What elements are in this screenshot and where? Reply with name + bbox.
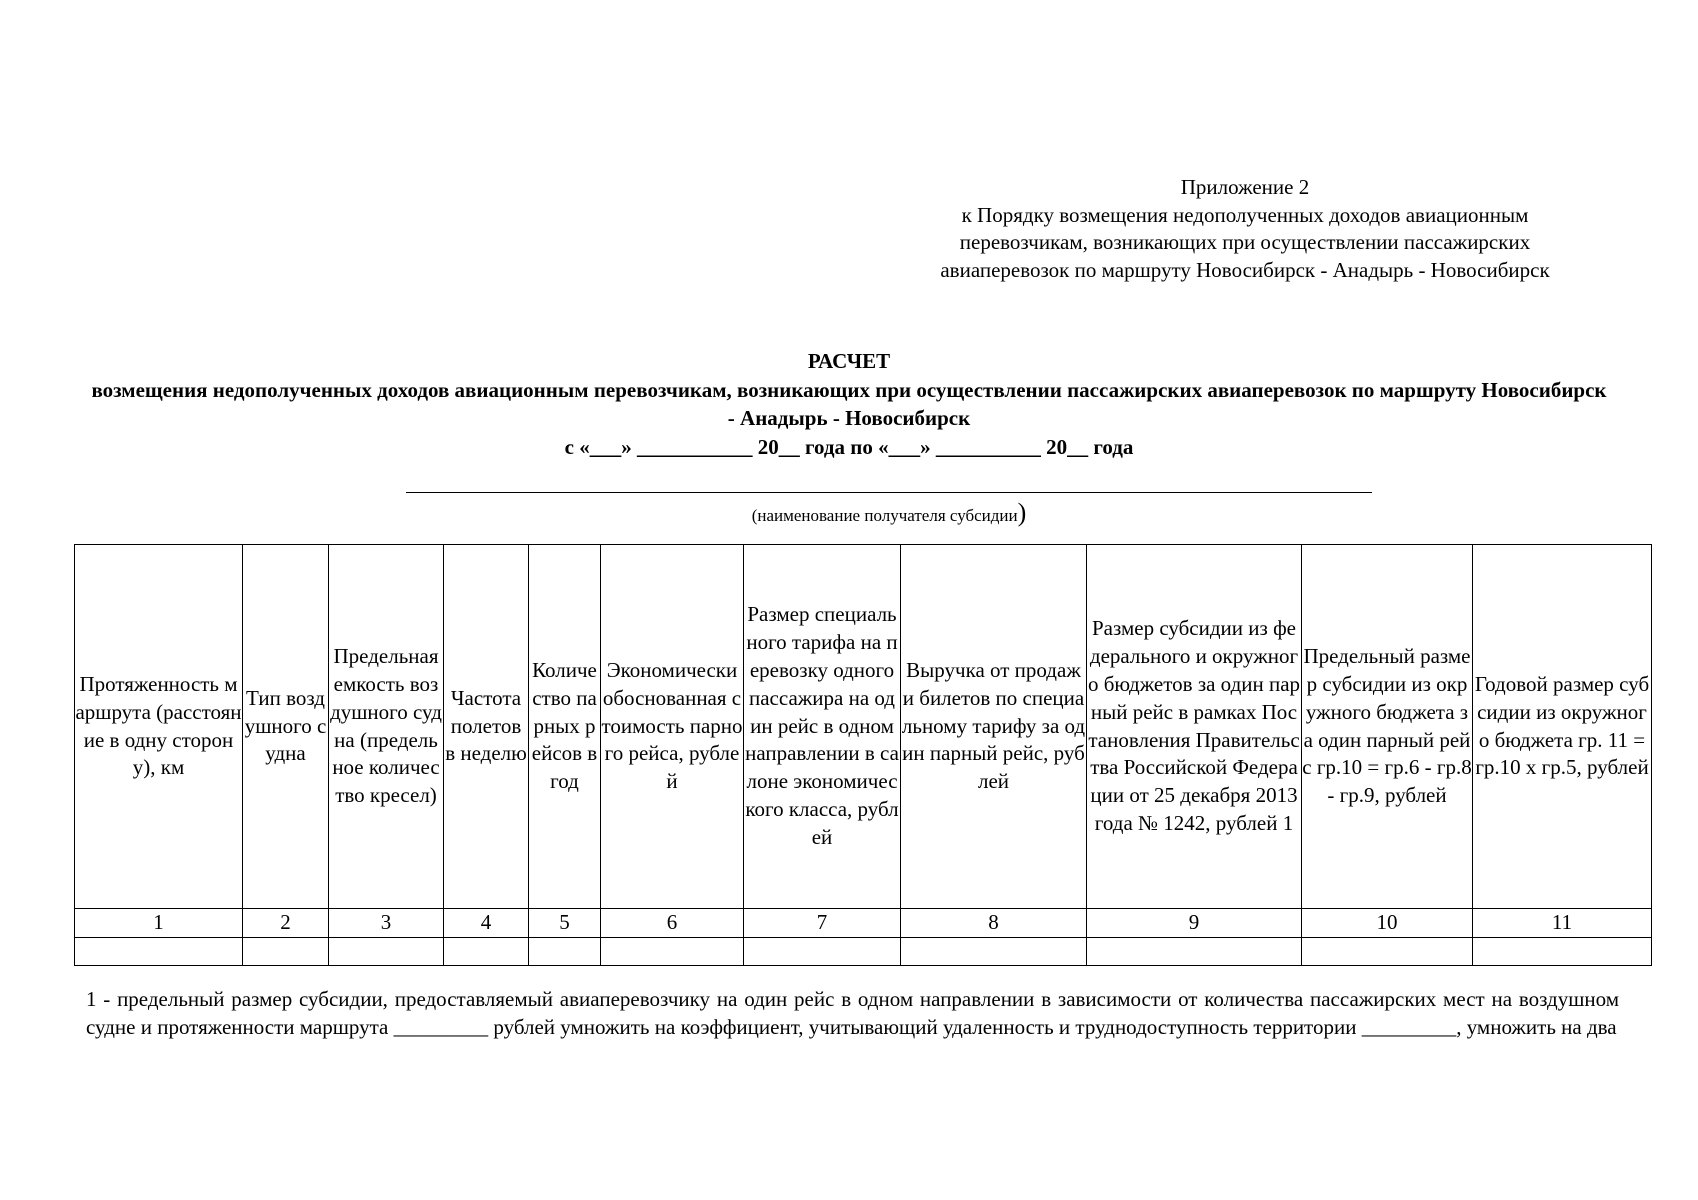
empty-data-row [75,937,1652,965]
empty-cell [529,937,601,965]
header-flight-cost: Экономически обоснованная стоимость парного рейса, рублей [601,545,744,909]
footnote: 1 - предельный размер субсидии, предоставляемый авиаперевозчику на один рейс в одном направлении в зависимости от количества пассажирских мест на воздушном судне и протяженности маршрута _________ рублей умножить на коэффициент, учитывающий удаленность и труднодоступность территории _________, умножить на два [86,987,1619,1039]
column-number: 9 [1087,909,1302,938]
header-paired-flights-per-year: Количество парных рейсов в год [529,545,601,909]
empty-cell [744,937,901,965]
column-number: 8 [901,909,1087,938]
header-federal-subsidy: Размер субсидии из федерального и окружного бюджетов за один парный рейс в рамках Постановления Правительства Российской Федерации от 25 декабря 2013 года № 1242, рублей 1 [1087,545,1302,909]
recipient-caption-paren: ) [1017,498,1027,527]
recipient-caption [406,498,1372,528]
document-subtitle: возмещения недополученных доходов авиационным перевозчикам, возникающих при осуществлении пассажирских авиаперевозок по маршруту Новосибирск - Анадырь - Новосибирск [91,377,1607,430]
appendix-number: Приложение 2 [1180,175,1310,199]
appendix-text-line: перевозчикам, возникающих при осуществлении пассажирских [959,230,1531,254]
header-weekly-frequency: Частота полетов в неделю [444,545,529,909]
header-max-district-subsidy: Предельный размер субсидии из окружного бюджета за один парный рейс гр.10 = гр.6 - гр.8 - гр.9, рублей [1302,545,1473,909]
document-title-block [90,347,1608,461]
column-number: 5 [529,909,601,938]
header-aircraft-type: Тип воздушного судна [243,545,329,909]
column-number: 1 [75,909,243,938]
appendix-text-line: авиаперевозок по маршруту Новосибирск - Анадырь - Новосибирск [940,257,1550,282]
column-number: 4 [444,909,529,938]
recipient-name-line [406,492,1372,493]
header-ticket-revenue: Выручка от продажи билетов по специальному тарифу за один парный рейс, рублей [901,545,1087,909]
empty-cell [75,937,243,965]
column-number: 3 [329,909,444,938]
header-seat-capacity: Предельная емкость воздушного судна (предельное количество кресел) [329,545,444,909]
column-number: 6 [601,909,744,938]
appendix-reference [870,174,1620,284]
empty-cell [444,937,529,965]
empty-cell [1087,937,1302,965]
column-number: 2 [243,909,329,938]
column-number-row [75,909,1652,938]
header-annual-subsidy: Годовой размер субсидии из окружного бюджета гр. 11 = гр.10 х гр.5, рублей [1473,545,1652,909]
column-number: 7 [744,909,901,938]
empty-cell [601,937,744,965]
empty-cell [1473,937,1652,965]
header-route-length: Протяженность маршрута (расстояние в одну сторону), км [75,545,243,909]
recipient-caption-text: (наименование получателя субсидии [751,506,1018,525]
empty-cell [901,937,1087,965]
column-number: 10 [1302,909,1473,938]
empty-cell [243,937,329,965]
column-number: 11 [1473,909,1652,938]
empty-cell [329,937,444,965]
appendix-text-line: к Порядку возмещения недополученных доходов авиационным [961,202,1529,227]
header-special-tariff: Размер специального тарифа на перевозку одного пассажира на один рейс в одном направлении в салоне экономического класса, рублей [744,545,901,909]
calculation-table [74,544,1652,966]
table-header-row [75,545,1652,909]
reporting-period: с «___» ___________ 20__ года по «___» __________ 20__ года [564,434,1134,459]
document-heading: РАСЧЕТ [807,349,891,373]
empty-cell [1302,937,1473,965]
